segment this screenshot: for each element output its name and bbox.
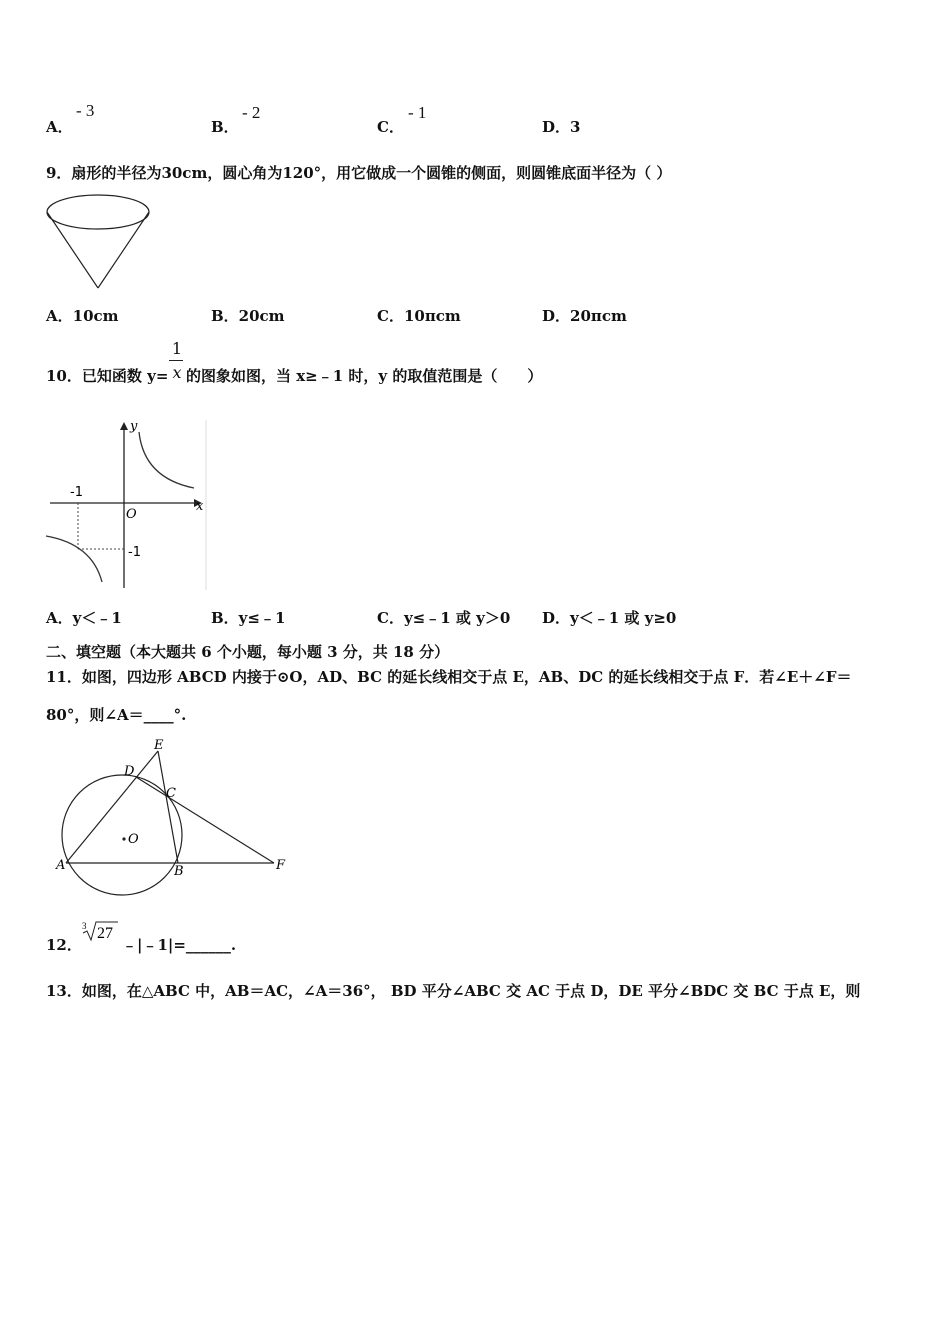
q10-option-b: B．y≤﹣1	[211, 609, 286, 627]
q11-label-d: D	[124, 764, 135, 779]
q10-option-c: C．y≤﹣1 或 y＞0	[377, 609, 511, 627]
q8-option-d: D．3	[542, 118, 581, 136]
q9-option-a: A．10cm	[46, 307, 119, 325]
q10-graph-label-y: y	[130, 419, 138, 434]
q12-radical-index: 3	[82, 921, 87, 931]
q10-graph-label-x-neg1: -1	[70, 485, 83, 500]
q10-stem-after: 的图象如图，当 x≥﹣1 时，y 的取值范围是（ ）	[186, 367, 543, 385]
q11-line-2: 80°，则∠A＝____°.	[46, 706, 187, 724]
q11-circle-figure	[52, 735, 297, 905]
q13-stem: 13．如图，在△ABC 中，AB＝AC，∠A＝36°， BD 平分∠ABC 交 AC 于点 D，DE 平分∠BDC 交 BC 于点 E，则	[46, 982, 861, 1000]
q10-fraction-bar	[169, 360, 183, 361]
q8-option-b: B．	[211, 118, 239, 136]
cone-figure	[44, 192, 154, 292]
q10-stem-before: 10．已知函数 y=	[46, 367, 169, 385]
q11-label-b: B	[174, 864, 184, 879]
q10-fraction-numerator: 1	[171, 339, 183, 358]
q9-option-d: D．20πcm	[542, 307, 627, 325]
q10-option-a: A．y＜﹣1	[46, 609, 122, 627]
q10-graph-label-origin: O	[126, 507, 137, 522]
q8-option-a: A．	[46, 118, 73, 136]
q12-radical-sign	[80, 918, 120, 944]
section-2-heading: 二、填空题（本大题共 6 个小题，每小题 3 分，共 18 分）	[46, 643, 450, 661]
q11-label-e: E	[154, 738, 164, 753]
q11-label-a: A	[56, 858, 66, 873]
q11-label-f: F	[276, 858, 286, 873]
q9-option-c: C．10πcm	[377, 307, 461, 325]
q10-option-d: D．y＜﹣1 或 y≥0	[542, 609, 677, 627]
q10-graph-label-y-neg1: -1	[128, 545, 141, 560]
q12-radicand: 27	[97, 925, 113, 942]
q8-option-b-value: - 2	[242, 103, 261, 122]
q8-option-a-value: - 3	[76, 101, 95, 120]
q12-number: 12．	[46, 936, 82, 954]
q8-option-c-value: - 1	[408, 103, 427, 122]
q8-option-c: C．	[377, 118, 404, 136]
q11-label-c: C	[166, 786, 176, 801]
q9-option-b: B．20cm	[211, 307, 285, 325]
q9-stem: 9．扇形的半径为30cm，圆心角为120°，用它做成一个圆锥的侧面，则圆锥底面半径为（ ）	[46, 164, 672, 182]
q10-fraction-denominator: x	[172, 363, 182, 382]
q10-graph-label-x: x	[196, 499, 204, 514]
q11-label-o: O	[128, 832, 139, 847]
q11-line-1: 11．如图，四边形 ABCD 内接于⊙O，AD、BC 的延长线相交于点 E，AB、DC 的延长线相交于点 F．若∠E＋∠F＝	[46, 668, 852, 686]
q12-rest: ﹣|﹣1|=______.	[122, 936, 237, 954]
q10-graph	[44, 418, 214, 593]
